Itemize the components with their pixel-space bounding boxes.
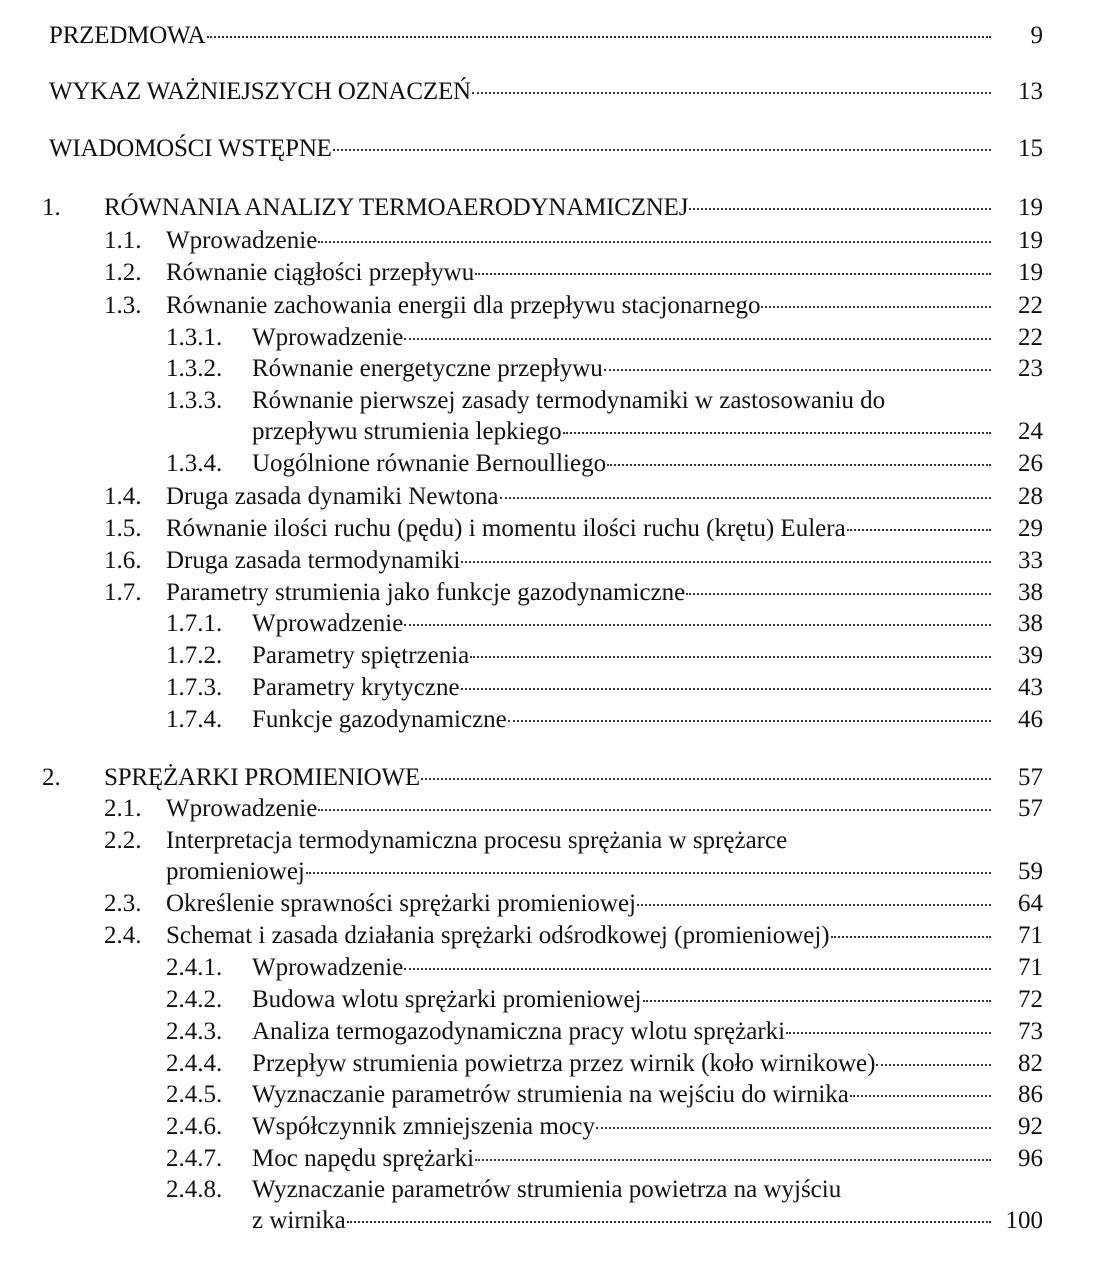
toc-entry-title-line1: Równanie pierwszej zasady termodynamiki w zastosowaniu do <box>252 387 886 414</box>
toc-entry-title: Wprowadzenie <box>166 795 318 822</box>
toc-entry-page-number: 92 <box>1018 1113 1043 1140</box>
toc-entry-page-number: 29 <box>1018 515 1043 542</box>
toc-entry-number: 1.7. <box>104 579 142 606</box>
toc-entry-number: 2.3. <box>104 890 142 917</box>
toc-entry-title: RÓWNANIA ANALIZY TERMOAERODYNAMICZNEJ <box>104 194 689 221</box>
toc-entry-page-number: 33 <box>1018 547 1043 574</box>
toc-entry-number: 1.7.4. <box>166 706 223 733</box>
toc-entry-number: 2.4.3. <box>166 1018 223 1045</box>
toc-entry-number: 2.4.2. <box>166 986 223 1013</box>
toc-entry-title: Wprowadzenie <box>166 227 318 254</box>
toc-entry-title: Równanie ilości ruchu (pędu) i momentu ilości ruchu (krętu) Eulera <box>166 515 846 542</box>
toc-entry-page-number: 86 <box>1018 1081 1043 1108</box>
dot-leader <box>475 1159 991 1161</box>
dot-leader <box>876 1064 991 1066</box>
toc-entry-page-number: 22 <box>1018 324 1043 351</box>
toc-entry-page-number: 13 <box>1018 78 1043 105</box>
toc-entry-number: 2.4.1. <box>166 954 223 981</box>
toc-entry-page-number: 28 <box>1018 483 1043 510</box>
toc-entry-title: Budowa wlotu sprężarki promieniowej <box>252 986 642 1013</box>
dot-leader <box>318 241 991 243</box>
toc-entry-page-number: 19 <box>1018 259 1043 286</box>
toc-entry-title: WIADOMOŚCI WSTĘPNE <box>49 135 332 162</box>
toc-entry-page-number: 26 <box>1018 450 1043 477</box>
dot-leader <box>421 778 991 780</box>
toc-entry-title: Analiza termogazodynamiczna pracy wlotu sprężarki <box>252 1018 786 1045</box>
toc-entry-page-number: 57 <box>1018 764 1043 791</box>
toc-entry-title: Wprowadzenie <box>252 324 404 351</box>
toc-entry-title: PRZEDMOWA <box>49 22 206 49</box>
toc-entry-number: 2. <box>42 764 61 791</box>
dot-leader <box>761 306 991 308</box>
toc-entry-number: 1.3.2. <box>166 355 223 382</box>
toc-entry-page-number: 19 <box>1018 194 1043 221</box>
dot-leader <box>475 273 991 275</box>
toc-entry-page-number: 38 <box>1018 579 1043 606</box>
toc-entry-title-line1: Interpretacja termodynamiczna procesu sprężania w sprężarce <box>166 827 788 854</box>
toc-entry-title: Określenie sprawności sprężarki promieniowej <box>166 890 636 917</box>
toc-entry-number: 1.1. <box>104 227 142 254</box>
dot-leader <box>831 936 991 938</box>
toc-entry-title: Moc napędu sprężarki <box>252 1145 475 1172</box>
toc-entry-page-number: 38 <box>1018 610 1043 637</box>
toc-entry-title: Wprowadzenie <box>252 954 404 981</box>
toc-entry-number: 2.4.6. <box>166 1113 223 1140</box>
toc-entry-page-number: 39 <box>1018 642 1043 669</box>
toc-entry-title-line1: Wyznaczanie parametrów strumienia powietrza na wyjściu <box>252 1176 842 1203</box>
toc-entry-page-number: 15 <box>1018 135 1043 162</box>
toc-entry-page-number: 71 <box>1018 954 1043 981</box>
dot-leader <box>607 464 991 466</box>
dot-leader <box>508 720 991 722</box>
dot-leader <box>563 432 991 434</box>
toc-entry-title: przepływu strumienia lepkiego <box>252 418 562 445</box>
toc-entry-number: 1.2. <box>104 259 142 286</box>
dot-leader <box>404 624 991 626</box>
toc-entry-title: Parametry strumienia jako funkcje gazodynamiczne <box>166 579 686 606</box>
toc-entry-number: 2.4.5. <box>166 1081 223 1108</box>
dot-leader <box>847 529 991 531</box>
toc-entry-page-number: 23 <box>1018 355 1043 382</box>
toc-entry-page-number: 43 <box>1018 674 1043 701</box>
toc-entry-page-number: 64 <box>1018 890 1043 917</box>
toc-entry-page-number: 59 <box>1018 858 1043 885</box>
toc-entry-number: 2.4.4. <box>166 1050 223 1077</box>
dot-leader <box>404 338 991 340</box>
toc-entry-number: 1.7.3. <box>166 674 223 701</box>
dot-leader <box>318 809 991 811</box>
toc-entry-title: Równanie zachowania energii dla przepływu stacjonarnego <box>166 292 761 319</box>
dot-leader <box>850 1095 991 1097</box>
toc-entry-page-number: 71 <box>1018 922 1043 949</box>
toc-entry-title: Funkcje gazodynamiczne <box>252 706 507 733</box>
dot-leader <box>207 36 991 38</box>
toc-entry-page-number: 100 <box>1005 1207 1043 1234</box>
toc-entry-number: 1. <box>42 194 61 221</box>
toc-entry-title: z wirnika <box>252 1207 346 1234</box>
toc-entry-title: Wyznaczanie parametrów strumienia na wejściu do wirnika <box>252 1081 849 1108</box>
dot-leader <box>470 656 991 658</box>
toc-entry-title: promieniowej <box>166 858 305 885</box>
toc-entry-title: Parametry krytyczne <box>252 674 460 701</box>
toc-entry-page-number: 46 <box>1018 706 1043 733</box>
toc-entry-number: 1.5. <box>104 515 142 542</box>
toc-entry-number: 1.3.1. <box>166 324 223 351</box>
toc-entry-page-number: 9 <box>1030 22 1043 49</box>
dot-leader <box>500 497 991 499</box>
dot-leader <box>347 1221 991 1223</box>
toc-entry-number: 1.3. <box>104 292 142 319</box>
toc-entry-title: Równanie energetyczne przepływu <box>252 355 603 382</box>
toc-entry-number: 1.7.2. <box>166 642 223 669</box>
toc-entry-title: Współczynnik zmniejszenia mocy <box>252 1113 595 1140</box>
toc-entry-number: 1.3.3. <box>166 387 223 414</box>
toc-entry-title: Druga zasada dynamiki Newtona <box>166 483 499 510</box>
toc-entry-page-number: 73 <box>1018 1018 1043 1045</box>
toc-entry-number: 2.1. <box>104 795 142 822</box>
toc-entry-page-number: 57 <box>1018 795 1043 822</box>
toc-entry-page-number: 82 <box>1018 1050 1043 1077</box>
toc-entry-page-number: 19 <box>1018 227 1043 254</box>
toc-entry-number: 2.2. <box>104 827 142 854</box>
dot-leader <box>786 1032 991 1034</box>
toc-entry-number: 1.6. <box>104 547 142 574</box>
dot-leader <box>306 872 991 874</box>
toc-entry-title: Równanie ciągłości przepływu <box>166 259 475 286</box>
toc-entry-page-number: 96 <box>1018 1145 1043 1172</box>
toc-entry-number: 1.3.4. <box>166 450 223 477</box>
toc-entry-page-number: 24 <box>1018 418 1043 445</box>
toc-entry-page-number: 72 <box>1018 986 1043 1013</box>
dot-leader <box>637 904 991 906</box>
toc-entry-title: WYKAZ WAŻNIEJSZYCH OZNACZEŃ <box>49 78 471 105</box>
toc-entry-page-number: 22 <box>1018 292 1043 319</box>
toc-entry-title: Uogólnione równanie Bernoulliego <box>252 450 607 477</box>
dot-leader <box>596 1127 991 1129</box>
toc-entry-title: Schemat i zasada działania sprężarki odśrodkowej (promieniowej) <box>166 922 830 949</box>
toc-entry-title: SPRĘŻARKI PROMIENIOWE <box>104 764 420 791</box>
toc-entry-title: Wprowadzenie <box>252 610 404 637</box>
toc-entry-number: 1.4. <box>104 483 142 510</box>
dot-leader <box>689 208 991 210</box>
toc-entry-number: 2.4.8. <box>166 1176 223 1203</box>
dot-leader <box>461 561 991 563</box>
dot-leader <box>472 92 991 94</box>
toc-entry-title: Parametry spiętrzenia <box>252 642 470 669</box>
dot-leader <box>404 968 991 970</box>
toc-entry-title: Przepływ strumienia powietrza przez wirnik (koło wirnikowe) <box>252 1050 876 1077</box>
toc-entry-number: 2.4.7. <box>166 1145 223 1172</box>
dot-leader <box>643 1000 992 1002</box>
toc-entry-number: 1.7.1. <box>166 610 223 637</box>
toc-entry-title: Druga zasada termodynamiki <box>166 547 461 574</box>
dot-leader <box>686 593 991 595</box>
dot-leader <box>333 149 991 151</box>
toc-entry-number: 2.4. <box>104 922 142 949</box>
dot-leader <box>604 369 991 371</box>
dot-leader <box>461 688 991 690</box>
